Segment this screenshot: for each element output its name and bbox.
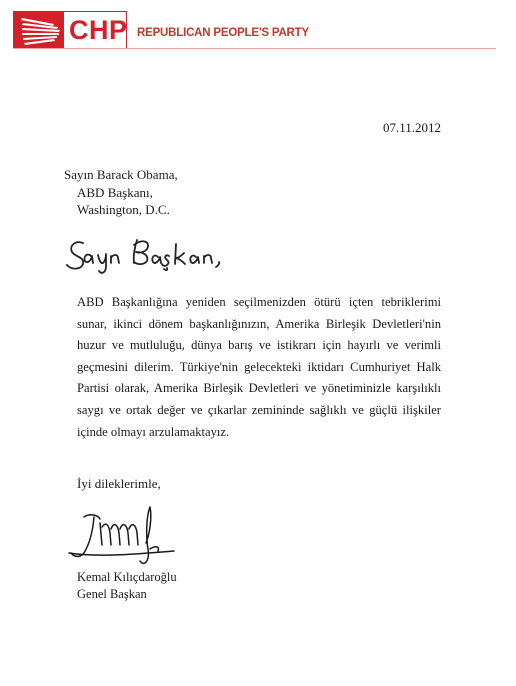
closing-line: İyi dileklerimle, bbox=[77, 476, 161, 491]
chp-logo bbox=[13, 11, 127, 49]
party-name: REPUBLICAN PEOPLE'S PARTY bbox=[137, 27, 309, 39]
recipient-name: Sayın Barack Obama, bbox=[64, 167, 178, 182]
signer-title: Genel Başkan bbox=[77, 587, 147, 601]
signer-name: Kemal Kılıçdaroğlu bbox=[77, 570, 177, 584]
recipient-title: ABD Başkanı, bbox=[77, 185, 153, 200]
logo-text: CHP bbox=[69, 15, 128, 45]
letter-date: 07.11.2012 bbox=[383, 120, 442, 135]
six-arrows-flag-icon bbox=[14, 12, 64, 48]
recipient-location: Washington, D.C. bbox=[77, 202, 170, 217]
letter-body: ABD Başkanlığına yeniden seçilmenizden ötürü içten tebriklerimi sunar, ikinci dönem başkanlığınızın, Amerika Birleşik Devletleri'nin huzur ve mutluluğu, dünya barış ve istikrarı için hayırlı ve verimli geçmesini dilerim. Türkiye'nin gelecekteki iktidarı Cumhuriyet Halk Partisi olarak, Amerika Birleşik Devletleri ve yönetiminizle karşılıklı saygı ve ortak değer ve çıkarlar zemininde sağlıklı ve güçlü ilişkiler içinde olmayı arzulamaktayız. bbox=[77, 295, 441, 439]
handwritten-signature bbox=[66, 503, 178, 569]
header-divider bbox=[13, 48, 496, 49]
handwritten-salutation bbox=[63, 232, 253, 278]
